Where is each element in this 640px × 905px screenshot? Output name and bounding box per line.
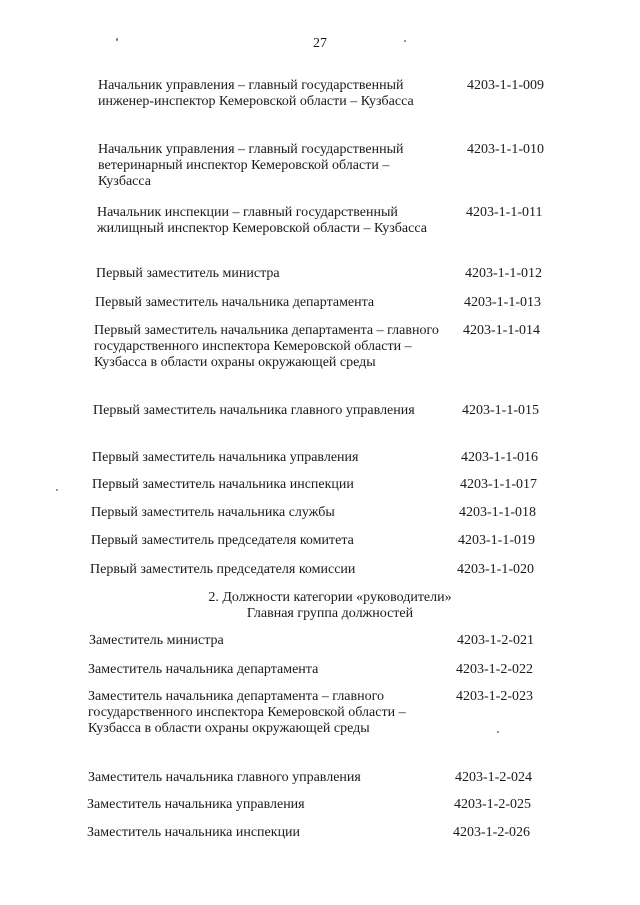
position-code: 4203-1-1-012 bbox=[465, 266, 542, 281]
position-code: 4203-1-1-011 bbox=[466, 205, 543, 220]
position-code: 4203-1-1-019 bbox=[458, 533, 535, 548]
position-title: Первый заместитель начальника департамента – главного государственного инспектора Кемеровской области – Кузбасса в области охраны окружающей среды bbox=[94, 323, 439, 370]
position-title: Начальник управления – главный государственный инженер-инспектор Кемеровской области – Кузбасса bbox=[98, 78, 414, 109]
position-title: Первый заместитель министра bbox=[96, 266, 280, 281]
position-title: Начальник инспекции – главный государственный жилищный инспектор Кемеровской области – Кузбасса bbox=[97, 205, 427, 236]
position-code: 4203-1-1-015 bbox=[462, 403, 539, 418]
position-title: Первый заместитель начальника инспекции bbox=[92, 477, 354, 492]
position-code: 4203-1-2-023 bbox=[456, 689, 533, 704]
position-title: Заместитель начальника управления bbox=[87, 797, 305, 812]
position-code: 4203-1-2-022 bbox=[456, 662, 533, 677]
position-code: 4203-1-2-025 bbox=[454, 797, 531, 812]
section-heading: 2. Должности категории «руководители» bbox=[208, 590, 452, 605]
position-title: Первый заместитель начальника главного управления bbox=[93, 403, 415, 418]
scan-speck bbox=[404, 40, 406, 42]
section-subheading: Главная группа должностей bbox=[246, 606, 414, 621]
scan-speck bbox=[497, 731, 499, 733]
position-code: 4203-1-2-021 bbox=[457, 633, 534, 648]
position-title: Первый заместитель председателя комиссии bbox=[90, 562, 356, 577]
page-number: 27 bbox=[313, 36, 327, 51]
position-code: 4203-1-2-024 bbox=[455, 770, 532, 785]
position-code: 4203-1-1-020 bbox=[457, 562, 534, 577]
position-code: 4203-1-1-018 bbox=[459, 505, 536, 520]
position-title: Начальник управления – главный государственный ветеринарный инспектор Кемеровской области – Кузбасса bbox=[98, 142, 404, 189]
position-title: Заместитель начальника главного управления bbox=[88, 770, 361, 785]
scan-speck bbox=[56, 489, 58, 491]
position-code: 4203-1-1-013 bbox=[464, 295, 541, 310]
scan-speck bbox=[116, 38, 118, 41]
position-code: 4203-1-1-014 bbox=[463, 323, 540, 338]
position-title: Первый заместитель начальника департамента bbox=[95, 295, 375, 310]
position-code: 4203-1-2-026 bbox=[453, 825, 530, 840]
position-title: Первый заместитель начальника управления bbox=[92, 450, 359, 465]
position-title: Заместитель начальника инспекции bbox=[87, 825, 301, 840]
position-title: Заместитель начальника департамента – главного государственного инспектора Кемеровской области – Кузбасса в области охраны окружающей среды bbox=[88, 689, 406, 736]
position-title: Заместитель министра bbox=[89, 633, 224, 648]
position-code: 4203-1-1-016 bbox=[461, 450, 538, 465]
position-code: 4203-1-1-017 bbox=[460, 477, 537, 492]
position-code: 4203-1-1-009 bbox=[467, 78, 544, 93]
position-title: Первый заместитель начальника службы bbox=[91, 505, 335, 520]
position-code: 4203-1-1-010 bbox=[467, 142, 544, 157]
position-title: Первый заместитель председателя комитета bbox=[91, 533, 354, 548]
position-title: Заместитель начальника департамента bbox=[88, 662, 319, 677]
